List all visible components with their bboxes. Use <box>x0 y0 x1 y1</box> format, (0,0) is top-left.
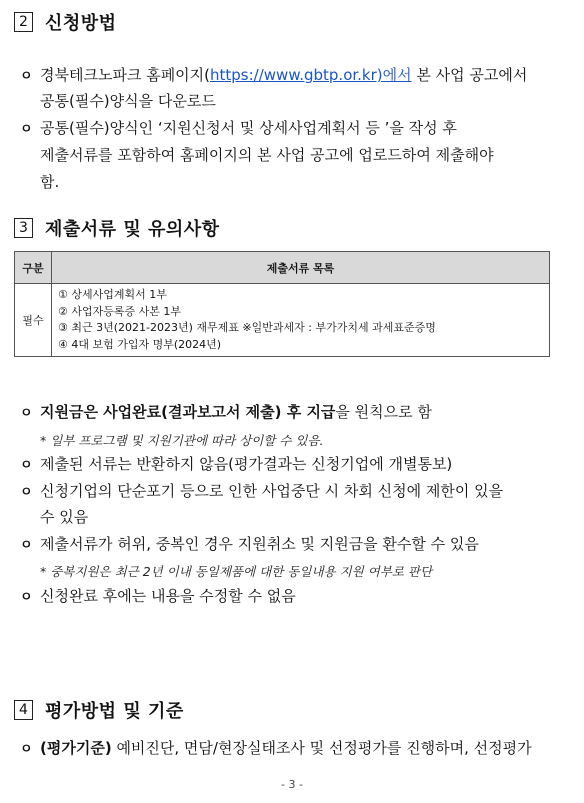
list-item-continuation: 함. <box>40 173 60 191</box>
section-title: 신청방법 <box>45 13 117 34</box>
list-item-continuation: 수 있음 <box>40 508 89 526</box>
document-item: ② 사업자등록증 사본 1부 <box>58 304 181 318</box>
page-number: - 3 - <box>281 778 303 791</box>
bullet-icon: ㅇ <box>20 69 33 84</box>
bullet-icon: ㅇ <box>20 538 33 553</box>
bullet-icon: ㅇ <box>20 742 33 757</box>
document-item: ① 상세사업계획서 1부 <box>58 288 167 301</box>
table-cell-documents <box>52 284 550 357</box>
list-item: ㅇ 신청기업의 단순포기 등으로 인한 사업중단 시 차회 신청에 제한이 있을 <box>20 480 503 504</box>
bullet-icon: ㅇ <box>20 485 33 500</box>
list-item: ㅇ 공통(필수)양식인 ‘지원신청서 및 상세사업계획서 등 ’을 작성 후 <box>20 117 457 141</box>
table-header-row <box>15 252 550 284</box>
table-row <box>15 284 550 357</box>
note-text: * 일부 프로그램 및 지원기관에 따라 상이할 수 있음. <box>40 433 324 448</box>
document-item: ④ 4대 보험 가입자 명부(2024년) <box>58 337 222 351</box>
section-2-heading <box>14 9 117 35</box>
table-header-category: 구분 <box>15 252 52 284</box>
section-title: 평가방법 및 기준 <box>45 701 184 722</box>
bullet-icon: ㅇ <box>20 590 33 605</box>
bullet-icon: ㅇ <box>20 122 33 137</box>
table-cell-category: 필수 <box>15 284 52 357</box>
bullet-icon: ㅇ <box>20 458 33 473</box>
bullet-icon: ㅇ <box>20 406 33 421</box>
section-number-box: 2 <box>14 12 33 32</box>
list-item: ㅇ (평가기준) 예비진단, 면담/현장실태조사 및 선정평가를 진행하며, 선정평가 <box>20 737 532 761</box>
section-3-heading <box>14 215 220 241</box>
list-item: ㅇ 신청완료 후에는 내용을 수정할 수 없음 <box>20 585 296 609</box>
section-number-box: 4 <box>14 700 33 720</box>
list-item: ㅇ 지원금은 사업완료(결과보고서 제출) 후 지급을 원칙으로 함 <box>20 401 432 425</box>
list-item-continuation: 공통(필수)양식을 다운로드 <box>40 92 216 110</box>
document-item: ③ 최근 3년(2021-2023년) 재무제표 ※일반과세자 : 부가가치세 과세표준증명 <box>58 321 436 334</box>
list-item-continuation: 제출서류를 포함하여 홈페이지의 본 사업 공고에 업로드하여 제출해야 <box>40 146 494 164</box>
section-number-box: 3 <box>14 218 33 238</box>
list-item: ㅇ 제출서류가 허위, 중복인 경우 지원취소 및 지원금을 환수할 수 있음 <box>20 533 479 557</box>
table-header-documents: 제출서류 목록 <box>52 252 550 284</box>
homepage-link[interactable]: https://www.gbtp.or.kr)에서 <box>210 66 412 84</box>
note-text: * 중복지원은 최근 2년 이내 동일제품에 대한 동일내용 지원 여부로 판단 <box>40 564 433 579</box>
list-item: ㅇ 경북테크노파크 홈페이지(https://www.gbtp.or.kr)에서 본 사업 공고에서 <box>20 64 527 88</box>
section-4-heading <box>14 697 184 723</box>
list-item: ㅇ 제출된 서류는 반환하지 않음(평가결과는 신청기업에 개별통보) <box>20 453 452 477</box>
documents-table <box>14 251 550 357</box>
section-title: 제출서류 및 유의사항 <box>45 219 220 240</box>
